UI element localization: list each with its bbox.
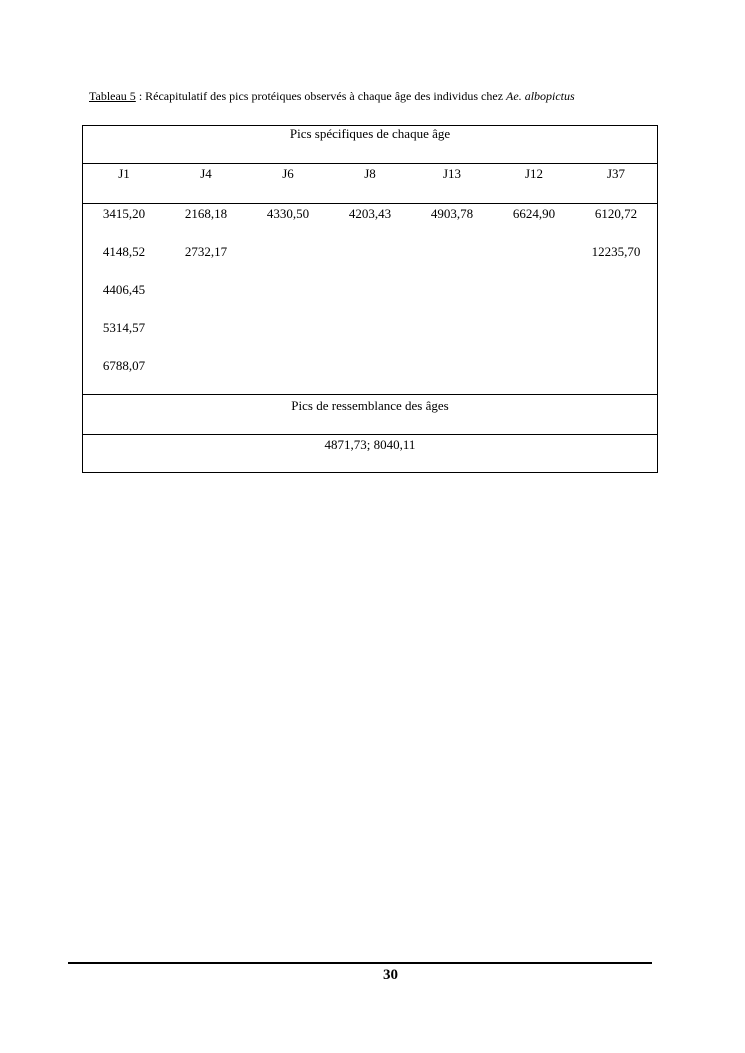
age-header-cell: J1 (118, 166, 130, 181)
peak-cell: 2732,17 (184, 244, 228, 259)
page-number: 30 (383, 967, 398, 983)
table-divider (83, 394, 657, 395)
peak-cell: 3415,20 (102, 206, 146, 221)
footer-rule (68, 962, 652, 964)
peak-cell: 5314,57 (102, 320, 146, 335)
peak-cell: 4406,45 (102, 282, 146, 297)
table-caption (89, 89, 575, 104)
age-header-cell: J6 (282, 166, 294, 181)
resemblance-header: Pics de ressemblance des âges (291, 398, 449, 413)
peak-cell: 4903,78 (430, 206, 474, 221)
table-caption-label: Tableau 5 (89, 89, 136, 103)
specific-peaks-header: Pics spécifiques de chaque âge (289, 126, 451, 141)
age-header-cell: J13 (442, 166, 462, 181)
age-header-cell: J8 (364, 166, 376, 181)
peak-cell: 4330,50 (266, 206, 310, 221)
table-divider (83, 434, 657, 435)
age-header-cell: J37 (606, 166, 626, 181)
resemblance-values: 4871,73; 8040,11 (324, 437, 416, 452)
age-header-cell: J4 (200, 166, 212, 181)
table-caption-species: Ae. albopictus (506, 89, 575, 103)
protein-peaks-table (82, 125, 658, 473)
table-caption-text: : Récapitulatif des pics protéiques observés à chaque âge des individus chez (135, 89, 507, 103)
table-divider (83, 163, 657, 164)
table-divider (83, 203, 657, 204)
peak-cell: 6624,90 (512, 206, 556, 221)
peak-cell: 6788,07 (102, 358, 146, 373)
peak-cell: 12235,70 (591, 244, 641, 259)
peak-cell: 4203,43 (348, 206, 392, 221)
age-header-cell: J12 (524, 166, 544, 181)
peak-cell: 2168,18 (184, 206, 228, 221)
peak-cell: 6120,72 (594, 206, 638, 221)
peak-cell: 4148,52 (102, 244, 146, 259)
